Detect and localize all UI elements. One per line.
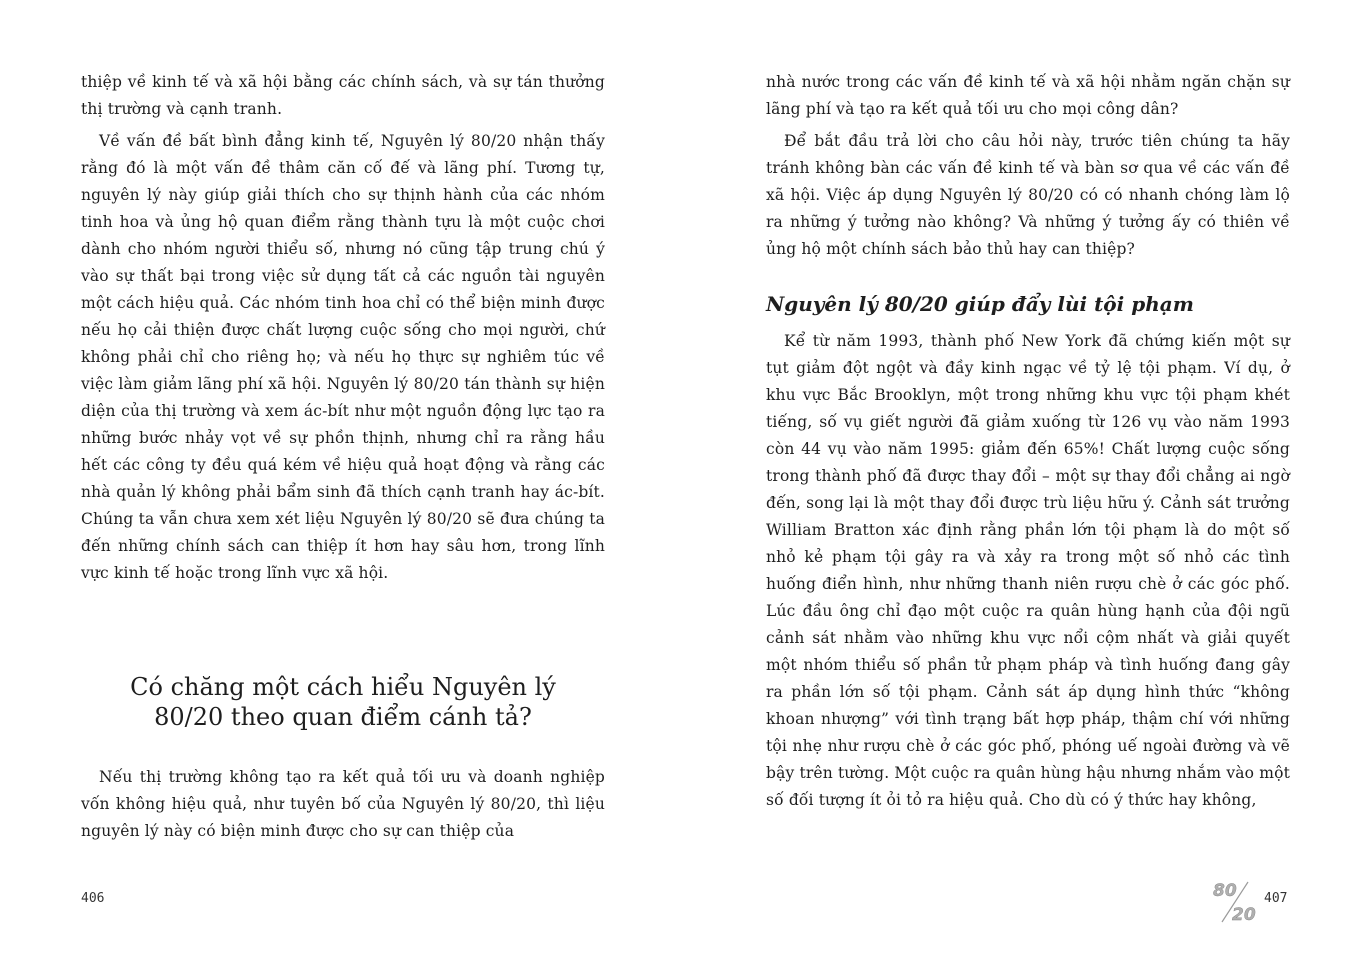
section-heading-line-2: 80/20 theo quan điểm cánh tả?	[154, 703, 532, 731]
left-paragraph-2: Về vấn đề bất bình đẳng kinh tế, Nguyên lý 80/20 nhận thấy rằng đó là một vấn đề thâm căn cố đế và lãng phí. Tương tự, nguyên lý này giúp giải thích cho sự thịnh hành của các nhóm tinh hoa và ủng hộ quan điểm rằng thành tựu là một cuộc chơi dành cho nhóm người thiểu số, nhưng nó cũng tập trung chú ý vào sự thất bại trong việc sử dụng tất cả các nguồn tài nguyên một cách hiệu quả. Các nhóm tinh hoa chỉ có thể biện minh được nếu họ cải thiện được chất lượng cuộc sống cho mọi người, chứ không phải chỉ cho riêng họ; và nếu họ thực sự nghiêm túc về việc làm giảm lãng phí xã hội. Nguyên lý 80/20 tán thành sự hiện diện của thị trường và xem ác-bít như một nguồn động lực tạo ra những bước nhảy vọt về sự phồn thịnh, nhưng chỉ ra rằng hầu hết các công ty đều quá kém về hiệu quả hoạt động và rằng các nhà quản lý không phải bẩm sinh đã thích cạnh tranh hay ác-bít. Chúng ta vẫn chưa xem xét liệu Nguyên lý 80/20 sẽ đưa chúng ta đến những chính sách can thiệp ít hơn hay sâu hơn, trong lĩnh vực kinh tế hoặc trong lĩnh vực xã hội.	[81, 132, 605, 582]
book-logo-80-20-icon	[1210, 878, 1262, 924]
right-page	[766, 0, 1290, 969]
logo-top-number: 80	[1213, 881, 1237, 901]
page-number-left: 406	[81, 891, 105, 906]
section-heading	[81, 672, 605, 732]
subheading: Nguyên lý 80/20 giúp đẩy lùi tội phạm	[766, 292, 1194, 316]
left-paragraph-3: Nếu thị trường không tạo ra kết quả tối ưu và doanh nghiệp vốn không hiệu quả, như tuyên bố của Nguyên lý 80/20, thì liệu nguyên lý này có biện minh được cho sự can thiệp của	[81, 768, 605, 840]
page-number-right: 407	[1264, 891, 1288, 906]
left-paragraph-1: thiệp về kinh tế và xã hội bằng các chính sách, và sự tán thưởng thị trường và cạnh tranh.	[81, 73, 605, 118]
logo-bottom-number: 20	[1232, 905, 1256, 924]
section-heading-line-1: Có chăng một cách hiểu Nguyên lý	[130, 673, 556, 701]
right-paragraph-3: Kể từ năm 1993, thành phố New York đã chứng kiến một sự tụt giảm đột ngột và đầy kinh ngạc về tỷ lệ tội phạm. Ví dụ, ở khu vực Bắc Brooklyn, một trong những khu vực tội phạm khét tiếng, số vụ giết người đã giảm xuống từ 126 vụ vào năm 1993 còn 44 vụ vào năm 1995: giảm đến 65%! Chất lượng cuộc sống trong thành phố đã được thay đổi – một sự thay đổi chẳng ai ngờ đến, song lại là một thay đổi được trù liệu hữu ý. Cảnh sát trưởng William Bratton xác định rằng phần lớn tội phạm là do một số nhỏ kẻ phạm tội gây ra và xảy ra trong một số nhỏ các tình huống điển hình, như những thanh niên rượu chè ở các góc phố. Lúc đầu ông chỉ đạo một cuộc ra quân hùng hạnh của đội ngũ cảnh sát nhằm vào những khu vực nổi cộm nhất và giải quyết một nhóm thiểu số phần tử phạm pháp và tình huống đang gây ra phần lớn số tội phạm. Cảnh sát áp dụng hình thức “không khoan nhượng” với tình trạng bất hợp pháp, thậm chí với những tội nhẹ như rượu chè ở các góc phố, phóng uế ngoài đường và vẽ bậy trên tường. Một cuộc ra quân hùng hậu nhưng nhắm vào một số đối tượng ít ỏi tỏ ra hiệu quả. Cho dù có ý thức hay không,	[766, 332, 1290, 809]
right-paragraph-1: nhà nước trong các vấn đề kinh tế và xã hội nhằm ngăn chặn sự lãng phí và tạo ra kết quả tối ưu cho mọi công dân?	[766, 73, 1290, 118]
right-paragraph-2: Để bắt đầu trả lời cho câu hỏi này, trước tiên chúng ta hãy tránh không bàn các vấn đề kinh tế và bàn sơ qua về các vấn đề xã hội. Việc áp dụng Nguyên lý 80/20 có có nhanh chóng làm lộ ra những ý tưởng nào không? Và những ý tưởng ấy có thiên về ủng hộ một chính sách bảo thủ hay can thiệp?	[766, 132, 1290, 258]
left-page	[81, 0, 605, 969]
